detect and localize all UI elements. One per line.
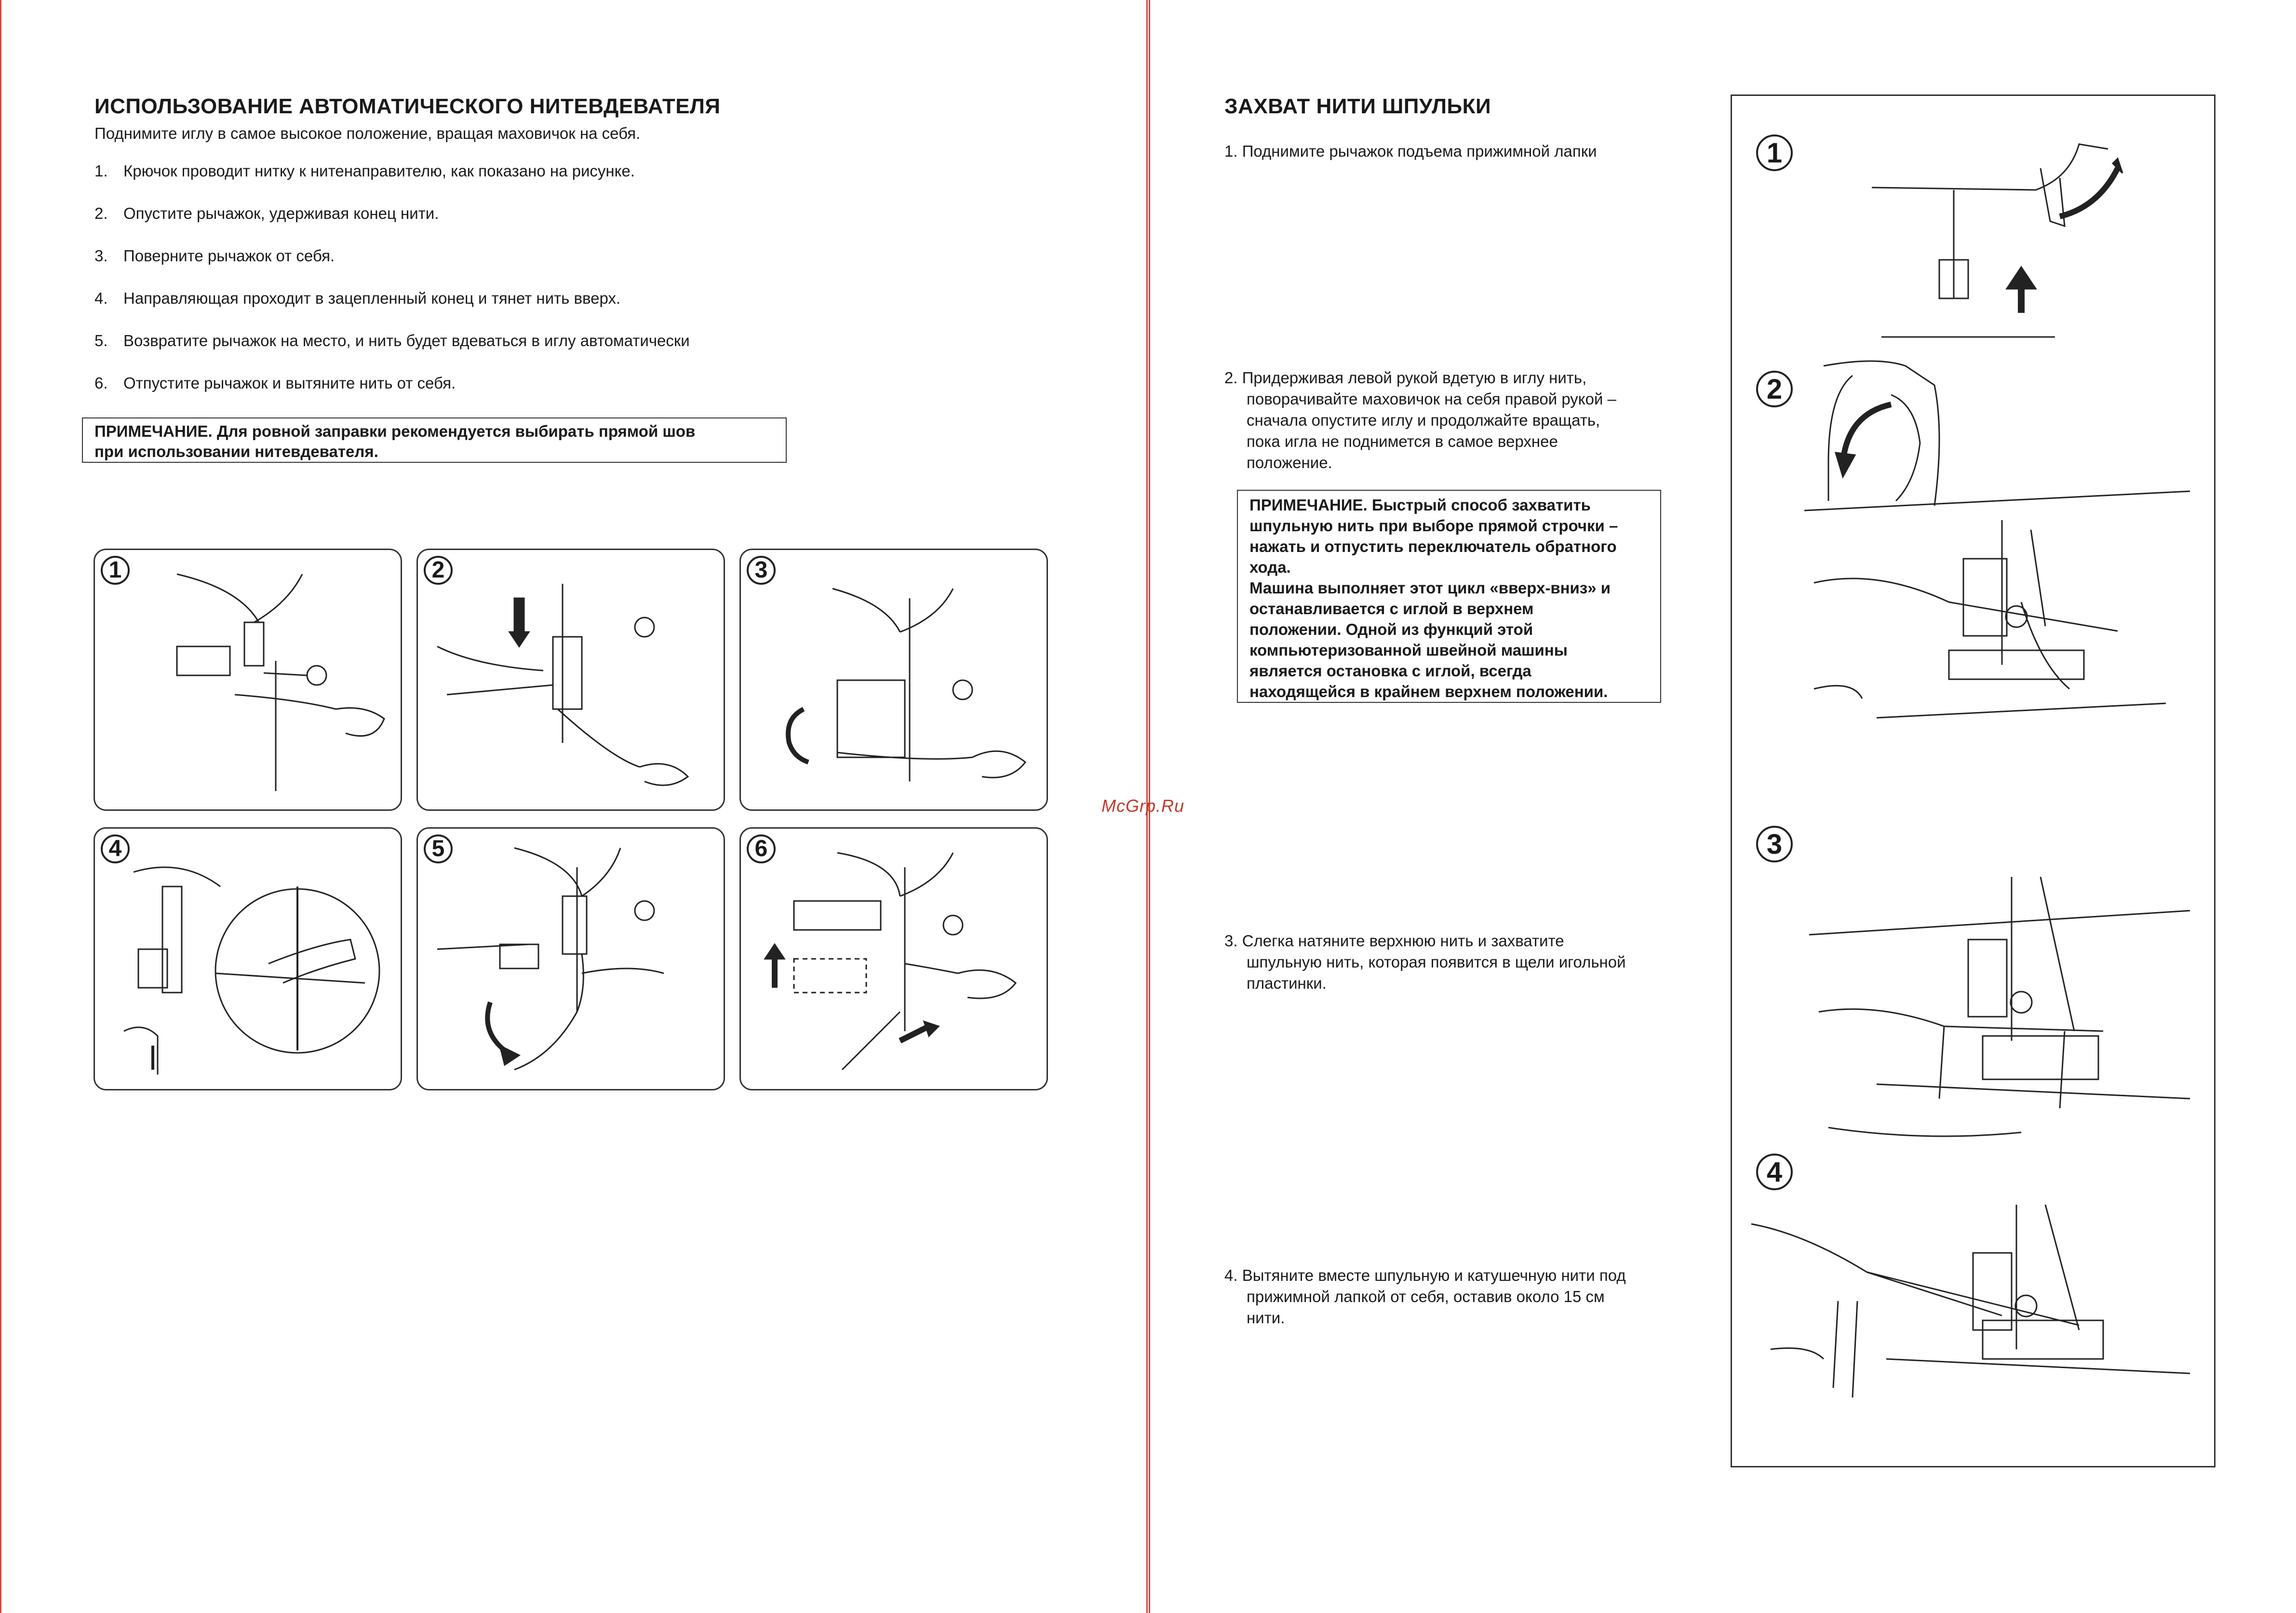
figure-number: 1	[101, 556, 130, 585]
threader-step: 1. Крючок проводит нитку к нитенаправителю, как показано на рисунке.	[94, 162, 635, 180]
page-edge-left	[0, 0, 1, 1613]
bobbin-figures-drawing	[1732, 96, 2214, 1466]
figure-6-drawing	[741, 829, 1047, 1089]
figure-number: 2	[424, 556, 453, 585]
figure-number: 4	[1756, 1154, 1793, 1190]
threader-step: 3. Поверните рычажок от себя.	[94, 247, 335, 265]
figure-3-drawing	[741, 550, 1047, 809]
bobbin-note: ПРИМЕЧАНИЕ. Быстрый способ захватить шпульную нить при выборе прямой строчки – нажать и отпустить переключатель обратного хода. Машина выполняет этот цикл «вверх-вниз» и останавливается с иглой в верхнем положении. Одной из функций этой компьютеризованной швейной машины является остановка с иглой, всегда находящейся в крайнем верхнем положении.	[1237, 490, 1661, 703]
threader-note: ПРИМЕЧАНИЕ. Для ровной заправки рекомендуется выбирать прямой шов при использовании нитевдевателя.	[82, 417, 787, 463]
threader-step: 5. Возвратите рычажок на место, и нить будет вдеваться в иглу автоматически	[94, 332, 690, 349]
threader-figure-5	[416, 827, 725, 1090]
watermark: McGrp.Ru	[1101, 796, 1185, 816]
threader-step: 2. Опустите рычажок, удерживая конец нити.	[94, 204, 439, 222]
figure-number: 6	[747, 834, 776, 863]
figure-1-drawing	[95, 550, 401, 809]
bobbin-step-4: 4. Вытяните вместе шпульную и катушечную нити под прижимной лапкой от себя, оставив около 15 см нити.	[1224, 1266, 1626, 1327]
threader-figure-1	[94, 549, 402, 811]
bobbin-step-1: 1. Поднимите рычажок подъема прижимной лапки	[1224, 142, 1597, 160]
figure-number: 3	[1756, 826, 1793, 862]
threader-figure-3	[739, 549, 1048, 811]
figure-number: 3	[747, 556, 776, 585]
threader-step: 6. Отпустите рычажок и вытяните нить от себя.	[94, 374, 456, 392]
left-intro: Поднимите иглу в самое высокое положение, вращая маховичок на себя.	[94, 124, 641, 142]
figure-number: 5	[424, 834, 453, 863]
figure-number: 1	[1756, 134, 1793, 171]
right-page-title: ЗАХВАТ НИТИ ШПУЛЬКИ	[1224, 94, 1491, 118]
bobbin-step-3: 3. Слегка натяните верхнюю нить и захватите шпульную нить, которая появится в щели игольной пластинки.	[1224, 932, 1626, 992]
figure-4-drawing	[95, 829, 401, 1089]
threader-step: 4. Направляющая проходит в зацепленный конец и тянет нить вверх.	[94, 289, 621, 307]
figure-number: 4	[101, 834, 130, 863]
bobbin-step-2: 2. Придерживая левой рукой вдетую в иглу нить, поворачивайте маховичок на себя правой рукой – сначала опустите иглу и продолжайте вращать, пока игла не поднимется в самое верхнее положение.	[1224, 369, 1616, 471]
figure-number: 2	[1756, 371, 1793, 407]
threader-figure-6	[739, 827, 1048, 1090]
threader-figure-2	[416, 549, 725, 811]
threader-steps	[94, 162, 818, 417]
bobbin-figure-frame	[1731, 94, 2215, 1467]
figure-5-drawing	[418, 829, 724, 1089]
figure-2-drawing	[418, 550, 724, 809]
threader-figure-4	[94, 827, 402, 1090]
left-page-title: ИСПОЛЬЗОВАНИЕ АВТОМАТИЧЕСКОГО НИТЕВДЕВАТЕЛЯ	[94, 94, 721, 118]
